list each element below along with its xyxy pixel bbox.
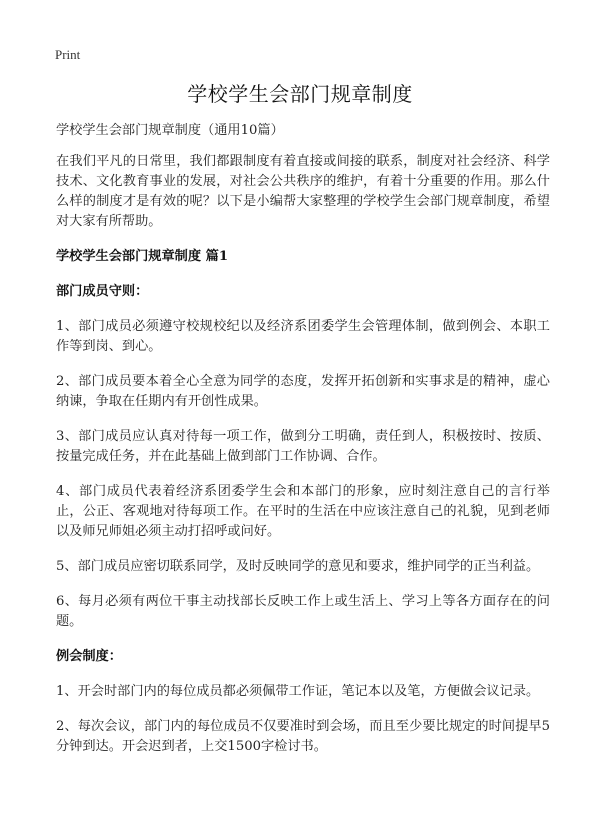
meeting-rule-2: 2、每次会议，部门内的每位成员不仅要准时到会场，而且至少要比规定的时间提早5分钟到达。开会迟到者，上交1500字检讨书。	[56, 719, 550, 754]
member-rule-5: 5、部门成员应密切联系同学，及时反映同学的意见和要求，维护同学的正当利益。	[56, 559, 540, 574]
member-rule-6: 6、每月必须有两位干事主动找部长反映工作上或生活上、学习上等各方面存在的问题。	[56, 594, 550, 629]
document-subtitle: 学校学生会部门规章制度（通用10篇）	[56, 123, 284, 138]
member-rule-3: 3、部门成员应认真对待每一项工作，做到分工明确，责任到人，积极按时、按质、按量完成任务，并在此基础上做到部门工作协调、合作。	[56, 429, 550, 464]
members-rules-heading: 部门成员守则：	[56, 284, 149, 299]
section-heading: 学校学生会部门规章制度 篇1	[56, 249, 229, 264]
meeting-rules-heading: 例会制度：	[56, 649, 122, 664]
member-rule-2: 2、部门成员要本着全心全意为同学的态度，发挥开拓创新和实事求是的精神，虚心纳谏，争取在任期内有开创性成果。	[56, 374, 550, 409]
intro-paragraph: 在我们平凡的日常里，我们都跟制度有着直接或间接的联系，制度对社会经济、科学技术、文化教育事业的发展，对社会公共秩序的维护，有着十分重要的作用。那么什么样的制度才是有效的呢？以下是小编帮大家整理的学校学生会部门规章制度，希望对大家有所帮助。	[56, 154, 550, 229]
member-rule-1: 1、部门成员必须遵守校规校纪以及经济系团委学生会管理体制，做到例会、本职工作等到岗、到心。	[56, 319, 550, 354]
print-label[interactable]: Print	[55, 47, 81, 62]
meeting-rule-1: 1、开会时部门内的每位成员都必须佩带工作证，笔记本以及笔，方便做会议记录。	[56, 684, 540, 699]
page-title: 学校学生会部门规章制度	[187, 82, 413, 106]
document-body	[56, 121, 550, 772]
member-rule-4: 4、部门成员代表着经济系团委学生会和本部门的形象，应时刻注意自己的言行举止，公正、客观地对待每项工作。在平时的生活在中应该注意自己的礼貌，见到老师以及师兄师姐必须主动打招呼或问好。	[56, 484, 550, 539]
